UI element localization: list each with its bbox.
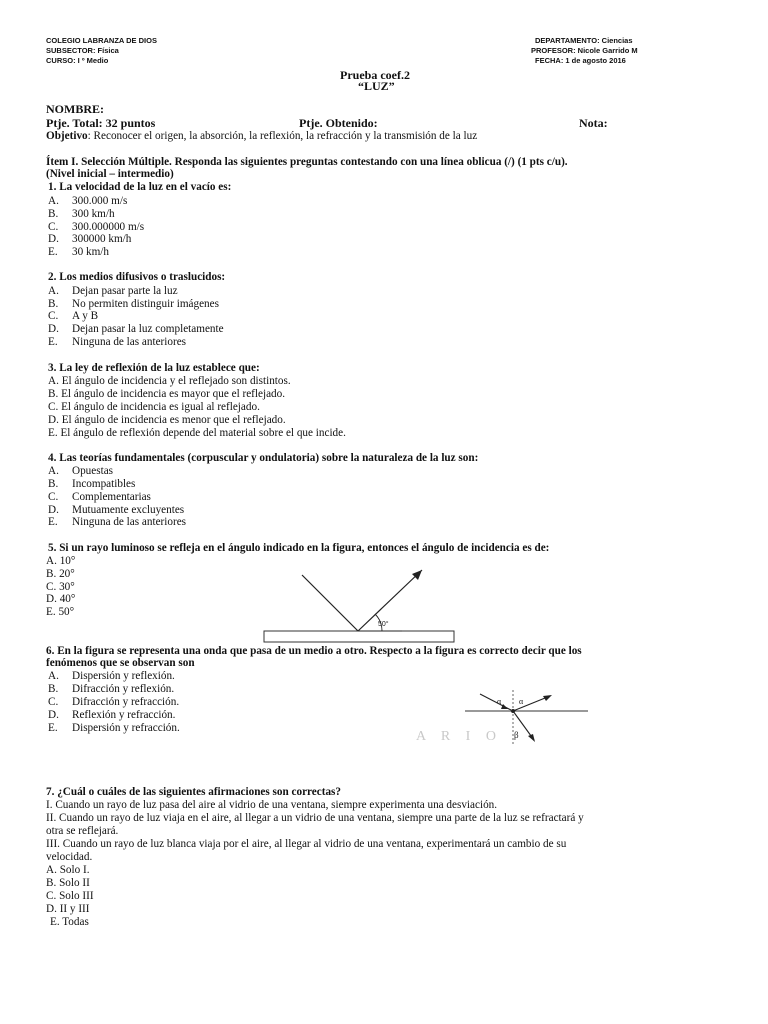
page-title: Prueba coef.2 — [340, 68, 410, 82]
incident-arrowhead — [501, 704, 508, 709]
q4-option-a[interactable]: A. Opuestas — [48, 465, 114, 477]
q3-option-c[interactable]: C. El ángulo de incidencia es igual al reflejado. — [48, 401, 260, 413]
objective-label: Objetivo — [46, 130, 88, 142]
q2-option-d[interactable]: D. Dejan pasar la luz completamente — [48, 323, 224, 335]
objective-text: : Reconocer el origen, la absorción, la reflexión, la refracción y la transmisión de la luz — [87, 130, 478, 142]
course-label: CURSO: I º Medio — [46, 56, 109, 65]
incidence-point — [511, 709, 515, 713]
q2-option-c[interactable]: C. A y B — [48, 310, 99, 322]
q3-option-d[interactable]: D. El ángulo de incidencia es menor que el reflejado. — [48, 414, 286, 426]
q6-option-a[interactable]: A. Dispersión y reflexión. — [48, 670, 175, 682]
watermark-text: A R I O — [416, 729, 502, 744]
q7-option-e[interactable]: E. Todas — [50, 916, 89, 928]
refraction-figure — [410, 688, 592, 748]
q6-option-e[interactable]: E. Dispersión y refracción. — [48, 722, 180, 734]
q4-option-b[interactable]: B. Incompatibles — [48, 478, 136, 490]
q1-option-a[interactable]: A. 300.000 m/s — [48, 195, 128, 207]
refracted-arrowhead — [528, 734, 535, 742]
q5-option-c[interactable]: C. 30° — [46, 581, 75, 593]
q5-option-b[interactable]: B. 20° — [46, 568, 75, 580]
department-label: DEPARTAMENTO: Ciencias — [535, 36, 633, 45]
q5-option-d[interactable]: D. 40° — [46, 593, 76, 605]
q6-option-b[interactable]: B. Difracción y reflexión. — [48, 683, 175, 695]
question-4: 4. Las teorías fundamentales (corpuscular y ondulatoria) sobre la naturaleza de la luz son: — [48, 452, 479, 464]
total-score-label: Ptje. Total: 32 puntos — [46, 116, 156, 130]
statement-3: III. Cuando un rayo de luz blanca viaja por el aire, al llegar al vidrio de una ventana, experimentará un cambio de su — [46, 838, 567, 850]
subject-label: SUBSECTOR: Física — [46, 46, 119, 55]
q7-option-a[interactable]: A. Solo I. — [46, 864, 90, 876]
question-1: 1. La velocidad de la luz en el vacío es: — [48, 181, 232, 193]
obtained-score-label: Ptje. Obtenido: — [299, 116, 378, 130]
mirror-surface — [264, 631, 454, 642]
statement-3-cont: velocidad. — [46, 851, 93, 863]
objective — [46, 130, 477, 143]
q1-option-d[interactable]: D. 300000 km/h — [48, 233, 132, 245]
incident-ray — [302, 575, 358, 631]
angle-label: 50° — [378, 621, 389, 628]
reflected-ray — [358, 570, 422, 631]
q3-option-e[interactable]: E. El ángulo de reflexión depende del material sobre el que incide. — [48, 427, 346, 439]
date-label: FECHA: 1 de agosto 2016 — [535, 56, 626, 65]
q1-option-b[interactable]: B. 300 km/h — [48, 208, 115, 220]
question-5: 5. Si un rayo luminoso se refleja en el ángulo indicado en la figura, entonces el ángulo de incidencia es de: — [48, 542, 550, 554]
alpha-reflected-label: α — [519, 697, 524, 706]
q4-option-e[interactable]: E. Ninguna de las anteriores — [48, 516, 187, 528]
alpha-incident-label: α — [497, 697, 502, 706]
question-7: 7. ¿Cuál o cuáles de las siguientes afirmaciones son correctas? — [46, 786, 341, 798]
q5-option-a[interactable]: A. 10° — [46, 555, 76, 567]
q4-option-d[interactable]: D. Mutuamente excluyentes — [48, 504, 185, 516]
q7-option-c[interactable]: C. Solo III — [46, 890, 94, 902]
q2-option-e[interactable]: E. Ninguna de las anteriores — [48, 336, 187, 348]
q4-option-c[interactable]: C. Complementarias — [48, 491, 151, 503]
q7-option-b[interactable]: B. Solo II — [46, 877, 90, 889]
question-3: 3. La ley de reflexión de la luz establece que: — [48, 362, 260, 374]
q6-option-c[interactable]: C. Difracción y refracción. — [48, 696, 180, 708]
name-field-label: NOMBRE: — [46, 102, 104, 116]
statement-2-cont: otra se reflejará. — [46, 825, 119, 837]
question-2: 2. Los medios difusivos o traslucidos: — [48, 271, 226, 283]
page-subtitle: “LUZ” — [358, 79, 395, 93]
school-name: COLEGIO LABRANZA DE DIOS — [46, 36, 157, 45]
q5-option-e[interactable]: E. 50° — [46, 606, 75, 618]
q7-option-d[interactable]: D. II y III — [46, 903, 90, 915]
q1-option-c[interactable]: C. 300.000000 m/s — [48, 221, 145, 233]
q3-option-a[interactable]: A. El ángulo de incidencia y el reflejado son distintos. — [48, 375, 291, 387]
teacher-label: PROFESOR: Nicole Garrido M — [531, 46, 638, 55]
beta-label: β — [514, 730, 519, 740]
reflection-figure — [262, 565, 457, 647]
q2-option-a[interactable]: A. Dejan pasar parte la luz — [48, 285, 178, 297]
q2-option-b[interactable]: B. No permiten distinguir imágenes — [48, 298, 219, 310]
grade-label: Nota: — [579, 116, 608, 130]
q1-option-e[interactable]: E. 30 km/h — [48, 246, 109, 258]
question-6-line2: fenómenos que se observan son — [46, 657, 195, 669]
question-6-line1: 6. En la figura se representa una onda que pasa de un medio a otro. Respecto a la figura es correcto decir que los — [46, 645, 582, 657]
item1-title: Ítem I. Selección Múltiple. Responda las siguientes preguntas contestando con una línea oblicua (/) (1 pts c/u). — [46, 156, 568, 168]
item1-level: (Nivel inicial – intermedio) — [46, 168, 174, 180]
reflected-arrowhead — [543, 695, 552, 701]
q3-option-b[interactable]: B. El ángulo de incidencia es mayor que el reflejado. — [48, 388, 286, 400]
q6-option-d[interactable]: D. Reflexión y refracción. — [48, 709, 176, 721]
statement-2: II. Cuando un rayo de luz viaja en el aire, al llegar a un vidrio de una ventana, siempre una parte de la luz se refractará y — [46, 812, 584, 824]
statement-1: I. Cuando un rayo de luz pasa del aire al vidrio de una ventana, siempre experimenta una desviación. — [46, 799, 498, 811]
